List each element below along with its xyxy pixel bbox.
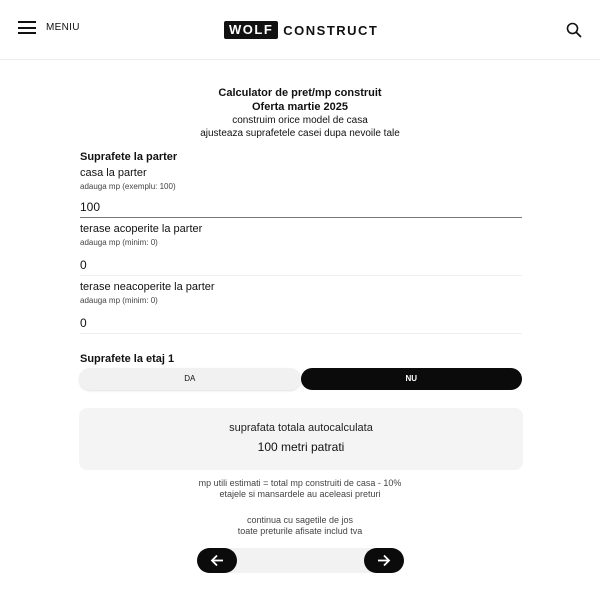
- total-area-value: 100 metri patrati: [257, 440, 345, 454]
- house-ground-input[interactable]: [80, 196, 522, 218]
- note-formula: mp utili estimati = total mp construiti de casa - 10%: [198, 478, 402, 488]
- upper-floor-yes-option[interactable]: DA: [79, 368, 301, 390]
- note-continue: continua cu sagetile de jos: [246, 515, 354, 525]
- covered-terrace-label: terase acoperite la parter: [80, 223, 203, 235]
- search-button[interactable]: [566, 22, 582, 38]
- open-terrace-hint: adauga mp (minim: 0): [80, 296, 158, 305]
- logo-text: CONSTRUCT: [283, 22, 379, 38]
- logo-box: WOLF: [224, 21, 278, 39]
- menu-button[interactable]: [18, 21, 80, 34]
- site-header: [0, 0, 600, 60]
- house-ground-hint: adauga mp (exemplu: 100): [80, 182, 176, 191]
- hamburger-icon: [18, 21, 36, 34]
- covered-terrace-input[interactable]: [80, 254, 522, 276]
- calculator-intro: [0, 87, 600, 140]
- covered-terrace-hint: adauga mp (minim: 0): [80, 238, 158, 247]
- intro-line-1: construim orice model de casa: [232, 115, 368, 126]
- house-ground-label: casa la parter: [80, 167, 147, 179]
- navigation-note: [0, 515, 600, 537]
- offer-title: Oferta martie 2025: [252, 101, 348, 113]
- prev-button[interactable]: [197, 548, 237, 573]
- arrow-left-icon: [210, 554, 224, 567]
- total-area-panel: [79, 408, 523, 470]
- upper-floor-no-option[interactable]: NU: [301, 368, 523, 390]
- next-button[interactable]: [364, 548, 404, 573]
- ground-floor-form: [80, 150, 522, 366]
- logo[interactable]: [224, 21, 378, 39]
- intro-line-2: ajusteaza suprafetele casei dupa nevoile tale: [200, 128, 400, 139]
- upper-floor-title: Suprafete la etaj 1: [80, 353, 175, 365]
- open-terrace-input[interactable]: [80, 312, 522, 334]
- calculator-title: Calculator de pret/mp construit: [218, 87, 382, 99]
- note-floors: etajele si mansardele au aceleasi preturi: [219, 489, 381, 499]
- upper-floor-toggle: [79, 368, 522, 390]
- menu-label: MENIU: [46, 22, 80, 33]
- ground-floor-title: Suprafete la parter: [80, 151, 178, 163]
- step-navigation: [197, 548, 404, 573]
- search-icon: [566, 22, 582, 38]
- open-terrace-label: terase neacoperite la parter: [80, 281, 215, 293]
- note-vat: toate preturile afisate includ tva: [237, 526, 363, 536]
- arrow-right-icon: [377, 554, 391, 567]
- usable-area-note: [0, 478, 600, 500]
- total-area-label: suprafata totala autocalculata: [229, 422, 373, 434]
